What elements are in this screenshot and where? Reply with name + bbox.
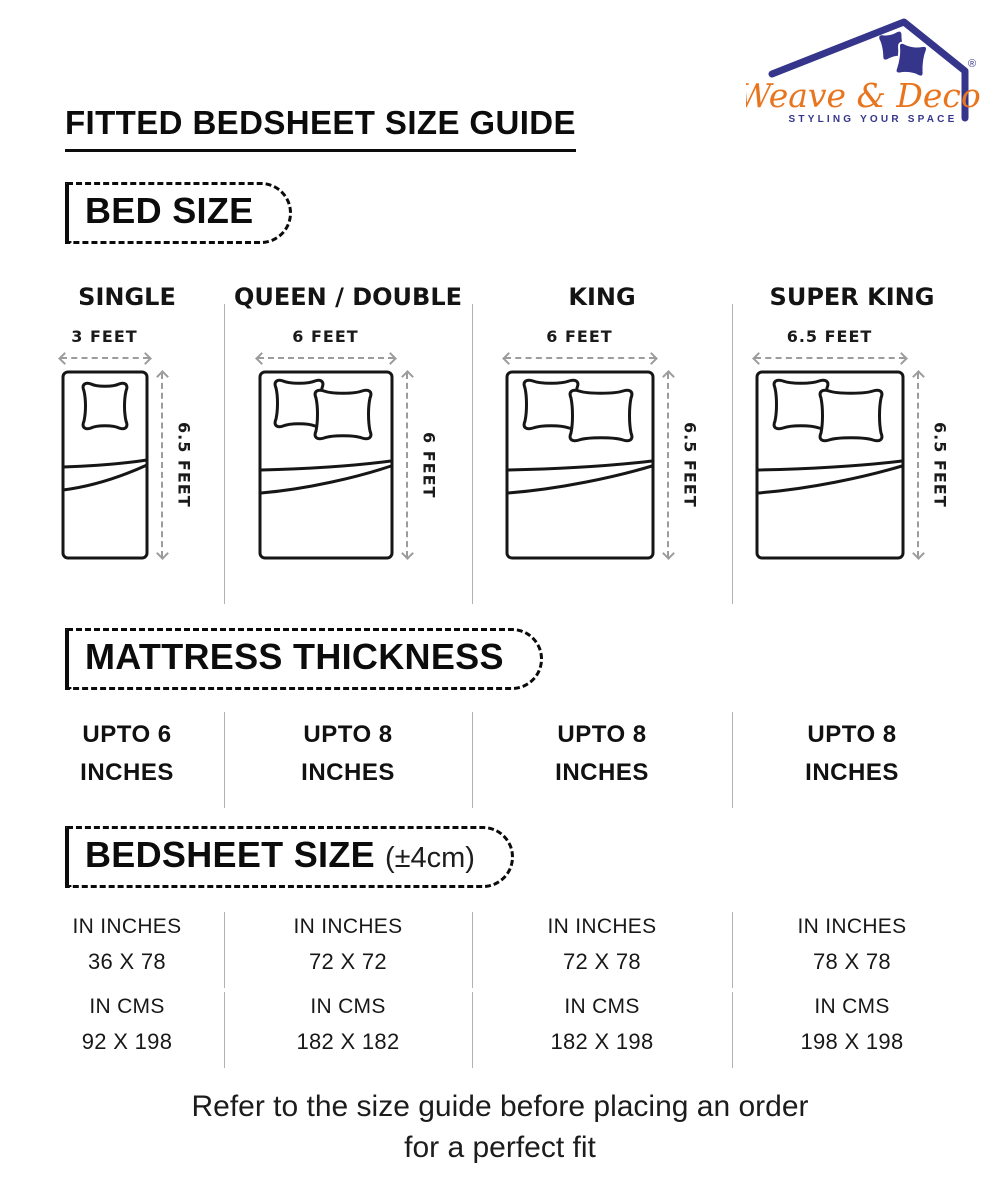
- width-dimension-arrow: [755, 357, 905, 359]
- cms-heading: IN CMS: [564, 995, 640, 1018]
- bed-diagram-king: [505, 327, 700, 560]
- bedsheet-cms-single: [30, 994, 224, 1055]
- inches-size: 36 X 78: [88, 949, 166, 974]
- pillow-icon: [570, 390, 632, 440]
- queen-bed-illustration: [258, 370, 394, 560]
- bed-width-label: 3 FEET: [71, 327, 138, 346]
- inches-heading: IN INCHES: [72, 915, 182, 938]
- bed-width-label: 6.5 FEET: [786, 327, 873, 346]
- bed-size-name: QUEEN / DOUBLE: [233, 283, 463, 311]
- height-dimension-arrow: [667, 373, 669, 557]
- bedsheet-cms-king: [472, 994, 732, 1055]
- inches-heading: IN INCHES: [293, 915, 403, 938]
- bed-width-label: 6 FEET: [546, 327, 613, 346]
- brand-logo: [746, 10, 980, 130]
- bed-height-label: 6.5 FEET: [174, 422, 194, 508]
- bed-size-name: KING: [568, 283, 636, 311]
- footer-note-line2: for a perfect fit: [404, 1131, 596, 1164]
- mattress-thickness-single: [30, 716, 224, 792]
- height-dimension-arrow: [161, 373, 163, 557]
- single-bed-illustration: [61, 370, 149, 560]
- bedsheet-inches-king: [472, 914, 732, 975]
- width-dimension-arrow: [505, 357, 655, 359]
- bed-diagram-super-king: [755, 327, 950, 560]
- footer-note-line1: Refer to the size guide before placing an order: [191, 1090, 809, 1123]
- pillow-icon: [315, 390, 371, 438]
- brand-name: Weave & Decor: [746, 76, 980, 115]
- mattress-thickness-unit: INCHES: [805, 759, 899, 786]
- height-dimension-arrow: [917, 373, 919, 557]
- bed-size-section-badge: [65, 182, 292, 244]
- cms-size: 92 X 198: [81, 1029, 173, 1054]
- mattress-thickness-unit: INCHES: [301, 759, 395, 786]
- mattress-thickness-unit: INCHES: [80, 759, 174, 786]
- inches-heading: IN INCHES: [547, 915, 657, 938]
- bedsheet-size-section-label: BEDSHEET SIZE: [85, 834, 375, 875]
- bed-column-super-king: [732, 283, 972, 560]
- mattress-thickness-king: [472, 716, 732, 792]
- inches-size: 78 X 78: [813, 949, 891, 974]
- width-dimension-arrow: [258, 357, 394, 359]
- mattress-thickness-value: UPTO 6: [82, 721, 172, 748]
- inches-heading: IN INCHES: [797, 915, 907, 938]
- cms-heading: IN CMS: [310, 995, 386, 1018]
- mattress-thickness-value: UPTO 8: [557, 721, 647, 748]
- pillow-icon: [895, 42, 927, 77]
- bed-size-name: SUPER KING: [769, 283, 935, 311]
- super-king-bed-illustration: [755, 370, 905, 560]
- bedsheet-cms-super-king: [732, 994, 972, 1055]
- bed-height-label: 6.5 FEET: [930, 422, 950, 508]
- mattress-thickness-queen-double: [224, 716, 472, 792]
- bedsheet-inches-super-king: [732, 914, 972, 975]
- pillow-icon: [774, 380, 828, 428]
- height-dimension-arrow: [406, 373, 408, 557]
- bed-diagram-single: [61, 327, 194, 560]
- cms-heading: IN CMS: [89, 995, 165, 1018]
- bed-size-name: SINGLE: [78, 283, 176, 311]
- king-bed-illustration: [505, 370, 655, 560]
- cms-size: 182 X 182: [296, 1029, 400, 1054]
- cms-size: 198 X 198: [800, 1029, 904, 1054]
- brand-logo-graphic: [746, 10, 980, 125]
- bed-width-label: 6 FEET: [292, 327, 359, 346]
- mattress-thickness-value: UPTO 8: [303, 721, 393, 748]
- bedsheet-inches-queen-double: [224, 914, 472, 975]
- bedsheet-size-tolerance: (±4cm): [384, 842, 475, 874]
- page-title: FITTED BEDSHEET SIZE GUIDE: [65, 104, 576, 152]
- inches-size: 72 X 72: [309, 949, 387, 974]
- brand-tagline: STYLING YOUR SPACE: [788, 114, 958, 125]
- mattress-thickness-super-king: [732, 716, 972, 792]
- bed-size-section-label: BED SIZE: [85, 190, 254, 231]
- inches-size: 72 X 78: [563, 949, 641, 974]
- mattress-thickness-unit: INCHES: [555, 759, 649, 786]
- bed-column-queen-double: [224, 283, 472, 560]
- bed-diagram-queen-double: [258, 327, 439, 560]
- bed-column-king: [472, 283, 732, 560]
- bed-column-single: [30, 283, 224, 560]
- pillow-icon: [820, 390, 882, 440]
- width-dimension-arrow: [61, 357, 149, 359]
- mattress-thickness-value: UPTO 8: [807, 721, 897, 748]
- mattress-thickness-section-label: MATTRESS THICKNESS: [85, 636, 504, 677]
- footer-note: [0, 1086, 1000, 1168]
- pillow-icon: [524, 380, 578, 428]
- pillow-icon: [83, 383, 127, 428]
- bedsheet-cms-queen-double: [224, 994, 472, 1055]
- mattress-thickness-section-badge: [65, 628, 543, 690]
- registered-mark: ®: [967, 58, 977, 70]
- bed-height-label: 6 FEET: [419, 431, 439, 499]
- bedsheet-inches-single: [30, 914, 224, 975]
- cms-heading: IN CMS: [814, 995, 890, 1018]
- cms-size: 182 X 198: [550, 1029, 654, 1054]
- bedsheet-size-section-badge: [65, 826, 514, 888]
- bed-height-label: 6.5 FEET: [680, 422, 700, 508]
